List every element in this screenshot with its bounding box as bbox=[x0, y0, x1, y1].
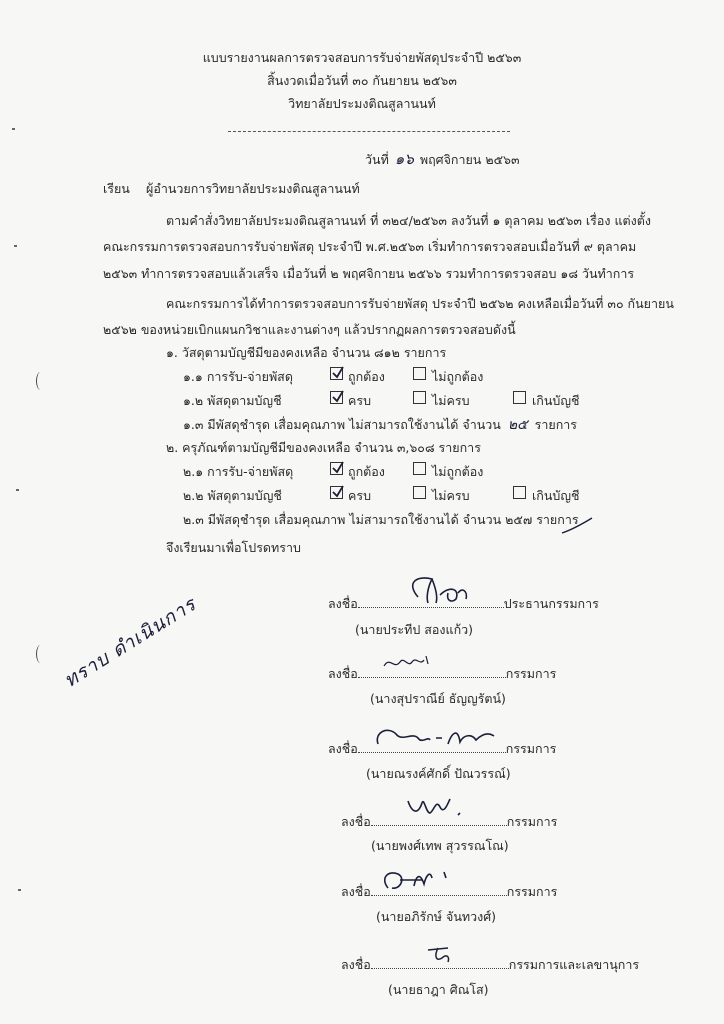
sign-label: ลงชื่อ bbox=[328, 666, 358, 681]
scan-speck bbox=[18, 889, 21, 891]
signer-role: กรรมการและเลขานุการ bbox=[508, 957, 640, 972]
handwritten-signature bbox=[378, 866, 468, 896]
section2-item2-opt-b: ไม่ครบ bbox=[432, 488, 470, 503]
para1-line3: ๒๕๖๓ ทำการตรวจสอบแล้วเสร็จ เมื่อวันที่ ๒ พฤศจิกายน ๒๕๖๖ รวมทำการตรวจสอบ ๑๘ วันทำการ bbox=[103, 266, 635, 281]
signer-name: (นายประทีป สองแก้ว) bbox=[355, 622, 474, 637]
para1-line1: ตามคำสั่งวิทยาลัยประมงติณสูลานนท์ ที่ ๓๒๔/๒๕๖๓ ลงวันที่ ๑ ตุลาคม ๒๕๖๓ เรื่อง แต่งตั้ง bbox=[166, 213, 651, 228]
date-suffix: พฤศจิกายน ๒๕๖๓ bbox=[419, 152, 520, 167]
section1-heading: ๑. วัสดุตามบัญชีมีของคงเหลือ จำนวน ๘๑๒ รายการ bbox=[166, 345, 447, 360]
section1-item2-checkbox-a[interactable] bbox=[330, 391, 343, 404]
signer-name: (นายอภิรักษ์ จันทวงศ์) bbox=[376, 909, 497, 924]
signer-name: (นางสุปราณีย์ ธัญญรัตน์) bbox=[370, 691, 506, 706]
date-line bbox=[365, 151, 520, 168]
handwritten-signature bbox=[404, 793, 474, 823]
signer-name: (นายณรงค์ศักดิ์ ปัณวรรณ์) bbox=[366, 766, 511, 781]
section1-item3-text: ๑.๓ มีพัสดุชำรุด เสื่อมคุณภาพ ไม่สามารถใช้งานได้ จำนวน bbox=[183, 417, 501, 432]
section2-item1-opt-a: ถูกต้อง bbox=[348, 464, 385, 479]
section1-item1-checkbox-a[interactable] bbox=[330, 367, 343, 380]
sign-label: ลงชื่อ bbox=[328, 596, 358, 611]
signer-name: (นายพงศ์เทพ สุวรรณโณ) bbox=[371, 838, 509, 853]
para2-line2: ๒๕๖๒ ของหน่วยเบิกแผนกวิชาและงานต่างๆ แล้วปรากฏผลการตรวจสอบดังนี้ bbox=[103, 322, 516, 337]
section2-item1-checkbox-b[interactable] bbox=[413, 462, 426, 475]
salutation-label: เรียน bbox=[103, 181, 130, 196]
scan-speck bbox=[12, 128, 15, 130]
header-divider bbox=[228, 131, 510, 132]
date-prefix: วันที่ bbox=[365, 152, 389, 167]
closing-text: จึงเรียนมาเพื่อโปรดทราบ bbox=[166, 540, 301, 555]
section1-item1-checkbox-b[interactable] bbox=[413, 367, 426, 380]
handwritten-signature bbox=[398, 573, 478, 607]
punch-hole-mark bbox=[36, 645, 45, 663]
section2-item2-label: ๒.๒ พัสดุตามบัญชี bbox=[183, 488, 282, 503]
para1-line2: คณะกรรมการตรวจสอบการรับจ่ายพัสดุ ประจำปี พ.ศ.๒๕๖๓ เริ่มทำการตรวจสอบเมื่อวันที่ ๙ ตุลาคม bbox=[103, 239, 637, 254]
sign-label: ลงชื่อ bbox=[328, 741, 358, 756]
scan-speck bbox=[14, 245, 17, 247]
section1-item2-checkbox-c[interactable] bbox=[513, 391, 526, 404]
signer-name: (นายธาฎา ศิณโส) bbox=[388, 982, 489, 997]
signer-role: ประธานกรรมการ bbox=[503, 596, 599, 611]
section1-item2-opt-a: ครบ bbox=[348, 393, 372, 408]
section2-item2-opt-a: ครบ bbox=[348, 488, 372, 503]
section1-item2-opt-c: เกินบัญชี bbox=[532, 393, 580, 408]
section2-item1-label: ๒.๑ การรับ-จ่ายพัสดุ bbox=[183, 464, 294, 479]
section2-item2-checkbox-b[interactable] bbox=[413, 486, 426, 499]
signer-role: กรรมการ bbox=[506, 814, 558, 829]
section1-item1-opt-b: ไม่ถูกต้อง bbox=[432, 369, 484, 384]
section2-item2-opt-c: เกินบัญชี bbox=[532, 488, 580, 503]
section2-item3: ๒.๓ มีพัสดุชำรุด เสื่อมคุณภาพ ไม่สามารถใช้งานได้ จำนวน ๒๕๗ รายการ bbox=[183, 512, 579, 527]
section1-item1-opt-a: ถูกต้อง bbox=[348, 369, 385, 384]
signer-role: กรรมการ bbox=[505, 666, 557, 681]
sign-label: ลงชื่อ bbox=[341, 957, 371, 972]
sign-label: ลงชื่อ bbox=[341, 814, 371, 829]
salutation-recipient: ผู้อำนวยการวิทยาลัยประมงติณสูลานนท์ bbox=[146, 181, 360, 196]
sign-label: ลงชื่อ bbox=[341, 884, 371, 899]
date-day-handwritten: ๑๖ bbox=[394, 150, 414, 168]
section1-item3-count-handwritten: ๒๕ bbox=[507, 417, 528, 433]
section1-item3 bbox=[183, 417, 577, 433]
scan-speck bbox=[16, 489, 19, 491]
para2-line1: คณะกรรมการได้ทำการตรวจสอบการรับจ่ายพัสดุ ประจำปี ๒๕๖๒ คงเหลือเมื่อวันที่ ๓๐ กันยายน bbox=[166, 296, 674, 311]
section1-item1-label: ๑.๑ การรับ-จ่ายพัสดุ bbox=[183, 369, 293, 384]
section1-item2-label: ๑.๒ พัสดุตามบัญชี bbox=[183, 393, 282, 408]
pen-tick-mark bbox=[560, 515, 596, 537]
section1-item2-opt-b: ไม่ครบ bbox=[432, 393, 470, 408]
section1-item3-unit: รายการ bbox=[534, 417, 577, 432]
title-line-2: สิ้นงวดเมื่อวันที่ ๓๐ กันยายน ๒๕๖๓ bbox=[267, 73, 457, 88]
signer-role: กรรมการ bbox=[506, 884, 558, 899]
section2-item2-checkbox-a[interactable] bbox=[330, 486, 343, 499]
section2-heading: ๒. ครุภัณฑ์ตามบัญชีมีของคงเหลือ จำนวน ๓,๖๐๘ รายการ bbox=[166, 440, 481, 455]
signer-role: กรรมการ bbox=[505, 741, 557, 756]
section2-item1-checkbox-a[interactable] bbox=[330, 462, 343, 475]
section2-item2-checkbox-c[interactable] bbox=[513, 486, 526, 499]
title-line-1: แบบรายงานผลการตรวจสอบการรับจ่ายพัสดุประจำปี ๒๕๖๓ bbox=[202, 50, 522, 65]
handwritten-margin-note: ทราบ ดำเนินการ bbox=[60, 593, 201, 693]
title-line-3: วิทยาลัยประมงติณสูลานนท์ bbox=[288, 96, 436, 111]
section1-item2-checkbox-b[interactable] bbox=[413, 391, 426, 404]
punch-hole-mark bbox=[36, 372, 45, 390]
handwritten-signature bbox=[372, 722, 502, 752]
handwritten-signature bbox=[380, 652, 440, 674]
section2-item1-opt-b: ไม่ถูกต้อง bbox=[432, 464, 484, 479]
handwritten-signature bbox=[424, 942, 460, 964]
